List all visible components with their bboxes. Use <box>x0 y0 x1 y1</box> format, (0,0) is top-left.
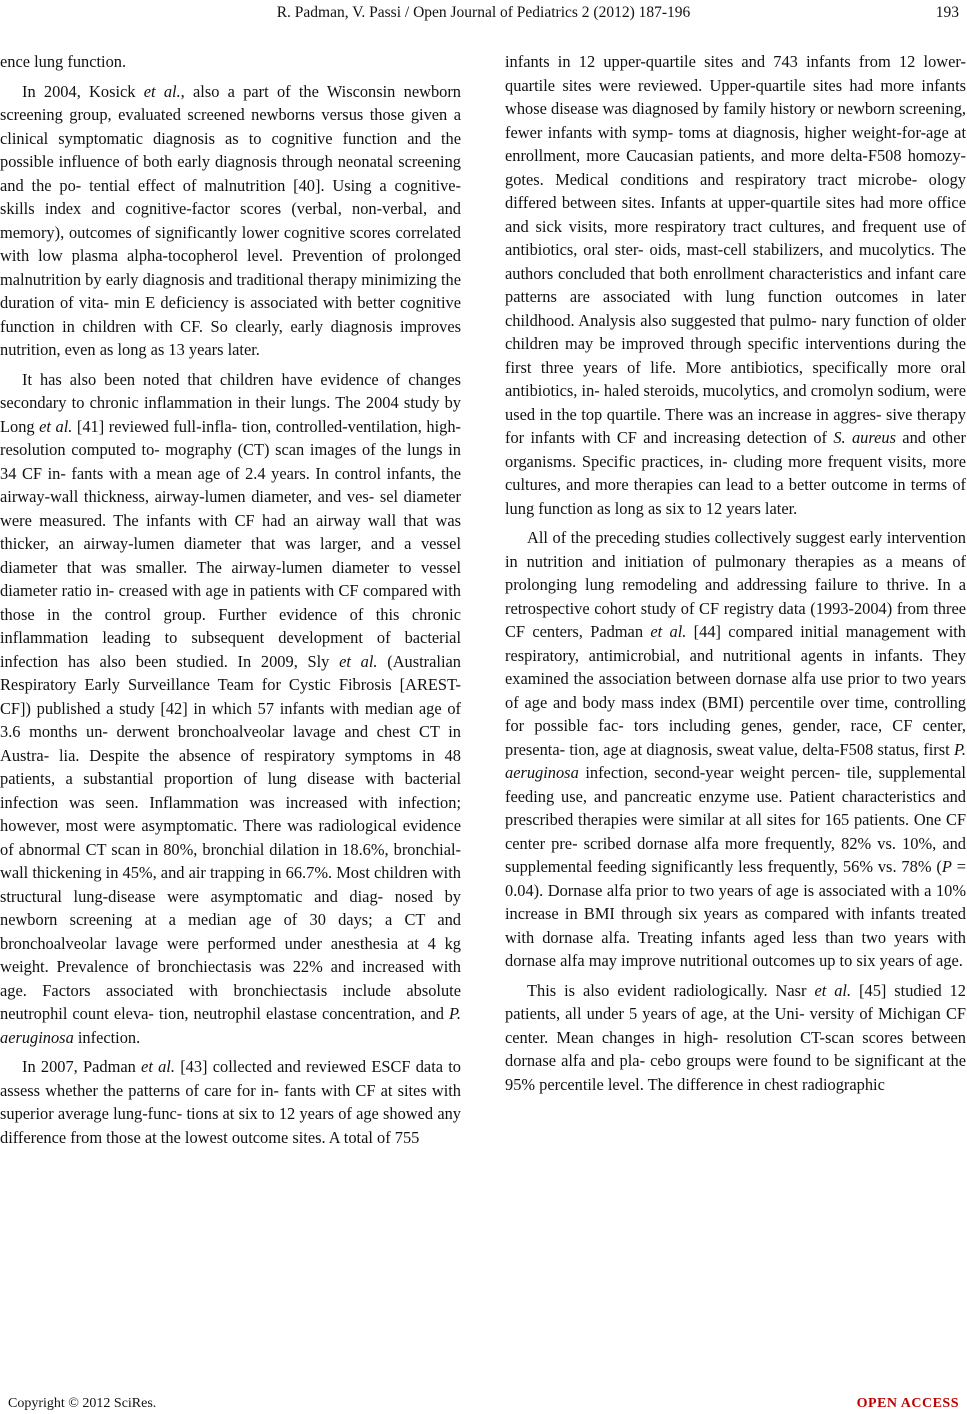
text-run: ence lung function. <box>0 52 127 71</box>
text-run: infection, second-year weight percen- tile, supplemental feeding use, and pancreatic enzyme use. Patient characteristics and prescribed therapies were similar at all sites for 165 patients. One CF center pre- scribed dornase alfa more frequently, 82% vs. 10%, and supplemental feeding significantly less frequently, 56% vs. 78% ( <box>505 763 966 876</box>
paragraph <box>0 368 461 1050</box>
text-run: = 0.04). Dornase alfa prior to two years of age is associated with a 10% increase in BMI through six years as compared with infants treated with dornase alfa. Treating infants aged less than two years with dornase alfa may improve nutritional outcomes up to six years of age. <box>505 857 966 970</box>
italic-text: et al. <box>141 1057 175 1076</box>
text-run: In 2004, Kosick <box>22 81 144 101</box>
italic-text: et al. <box>339 651 378 671</box>
text-run: [43] collected and reviewed ESCF data to assess whether the patterns of care for in- fants with CF at sites with superior average lung-func- tions at six to 12 years of age showed any difference from those at the lowest outcome sites. A total of 755 <box>0 1057 461 1147</box>
paragraph <box>505 50 966 520</box>
text-run: infants in 12 upper-quartile sites and 743 infants from 12 lower-quartile sites were reviewed. Upper-quartile sites had more infants whose disease was diagnosed by family history or newborn screening, fewer infants with symp- toms at diagnosis, higher weight-for-age at enrollment, more Caucasian patients, and more delta-F508 homozy- gotes. Medical conditions and respiratory tract microbe- ology differed between sites. Infants at upper-quartile sites had more office and sick visits, more respiratory tract cultures, and frequent use of antibiotics, oral ster- oids, mast-cell stabilizers, and mucolytics. The authors concluded that both enrollment characteristics and infant care patterns are associated with lung function outcomes in later childhood. Analysis also suggested that pulmo- nary function of older children may be improved through specific interventions during the first three years of life. More antibiotics, specifically more oral antibiotics, in- haled steroids, mucolytics, and cromolyn sodium, were used in the top quartile. There was an increase in aggres- sive therapy for infants with CF and increasing detection of <box>505 52 966 447</box>
italic-text: S. aureus <box>833 428 896 447</box>
text-run: infection. <box>73 1027 141 1047</box>
text-run: In 2007, Padman <box>22 1057 142 1076</box>
text-run: All of the preceding studies collectively suggest early intervention in nutrition and initiation of pulmonary therapies as a means of prolonging lung remodeling and addressing failure to thrive. In a retrospective cohort study of CF registry data (1993-2004) from three CF centers, Padman <box>505 528 966 641</box>
italic-text: P <box>941 857 952 876</box>
text-run: (Australian Respiratory Early Surveillance Team for Cystic Fibrosis [AREST-CF]) published a study [42] in which 57 infants with median age of 3.6 months un- derwent bronchoalveolar lavage and chest CT in Austra- lia. Despite the absence of respiratory symptoms in 48 patients, a substantial proportion of lung disease with bacterial infection was seen. Inflammation was increased with infection; however, most were asymptomatic. There was radiological evidence of abnormal CT scan in 80%, bronchial dilation in 18.6%, bronchial-wall thickening in 45%, and air trapping in 66.7%. Most children with structural lung-disease were asymptomatic and diag- nosed by newborn screening at a median age of 30 days; a CT and bronchoalveolar lavage were performed under anesthesia at 4 kg weight. Prevalence of bronchiectasis was 22% and increased with age. Factors associated with bronchiectasis include absolute neutrophil count eleva- tion, neutrophil elastase concentration, and <box>0 651 461 1023</box>
text-run: It has also been noted that children have evidence of changes secondary to chronic inflammation in their lungs. The 2004 study by Long <box>0 369 461 436</box>
text-run: and other organisms. Specific practices, in- cluding more frequent visits, more cultures, and more therapies can lead to a better outcome in terms of lung function as long as six to 12 years later. <box>505 428 966 518</box>
paragraph <box>505 979 966 1097</box>
paragraph <box>0 80 461 362</box>
italic-text: et al. <box>143 81 181 101</box>
paragraph <box>0 1055 461 1149</box>
open-access-label: OPEN ACCESS <box>856 1396 959 1411</box>
running-header <box>0 4 967 26</box>
page-number: 193 <box>935 4 959 21</box>
right-column <box>505 50 966 1096</box>
body-columns <box>0 50 967 1380</box>
text-run: , also a part of the Wisconsin newborn screening group, evaluated screened newborns versus those given a clinical symptomatic diagnosis as to cognitive function and the possible influence of both early diagnosis through neonatal screening and the po- tential effect of malnutrition [40]. Using a cognitive- skills index and cognitive-factor scores (verbal, non-verbal, and memory), outcomes of significantly lower cognitive scores correlated with low plasma alpha-tocopherol level. Prevention of prolonged malnutrition by early diagnosis and traditional therapy minimizing the duration of vita- min E deficiency is associated with better cognitive function in children with CF. So clearly, early diagnosis improves nutrition, even as long as 13 years later. <box>0 81 461 359</box>
left-column <box>0 50 461 1149</box>
copyright-notice: Copyright © 2012 SciRes. <box>8 1396 157 1411</box>
running-title: R. Padman, V. Passi / Open Journal of Pediatrics 2 (2012) 187-196 <box>276 4 691 21</box>
text-run: This is also evident radiologically. Nasr <box>527 980 815 1000</box>
italic-text: P. aeruginosa <box>505 739 966 782</box>
page-footer <box>0 1396 967 1414</box>
text-run: [45] studied 12 patients, all under 5 years of age, at the Uni- versity of Michigan CF center. Mean changes in high- resolution CT-scan scores between dornase alfa and pla- cebo groups were found to be significant at the 95% percentile level. The difference in chest radiographic <box>505 980 966 1094</box>
italic-text: et al. <box>814 980 852 1000</box>
paragraph <box>0 50 461 74</box>
paragraph <box>505 526 966 973</box>
text-run: [44] compared initial management with respiratory, antimicrobial, and nutritional agents in infants. They examined the association between dornase alfa use prior to two years of age and body mass index (BMI) percentile over time, controlling for possible fac- tors including genes, gender, race, CF center, presenta- tion, age at diagnosis, sweat value, delta-F508 status, first <box>505 622 967 759</box>
italic-text: P. aeruginosa <box>0 1004 461 1047</box>
italic-text: et al. <box>650 622 687 641</box>
text-run: [41] reviewed full-infla- tion, controlled-ventilation, high-resolution computed to- mography (CT) scan images of the lungs in 34 CF in- fants with a mean age of 2.4 years. In control infants, the airway-wall thickness, airway-lumen diameter, and ves- sel diameter were measured. The infants with CF had an airway wall that was thicker, an airway-lumen diameter that was larger, and a vessel diameter that was smaller. The airway-lumen diameter to vessel diameter ratio in- creased with age in patients with CF compared with those in the control group. Further evidence of this chronic inflammation leading to subsequent development of bacterial infection has also been studied. In 2009, Sly <box>0 416 461 671</box>
italic-text: et al. <box>39 416 73 436</box>
